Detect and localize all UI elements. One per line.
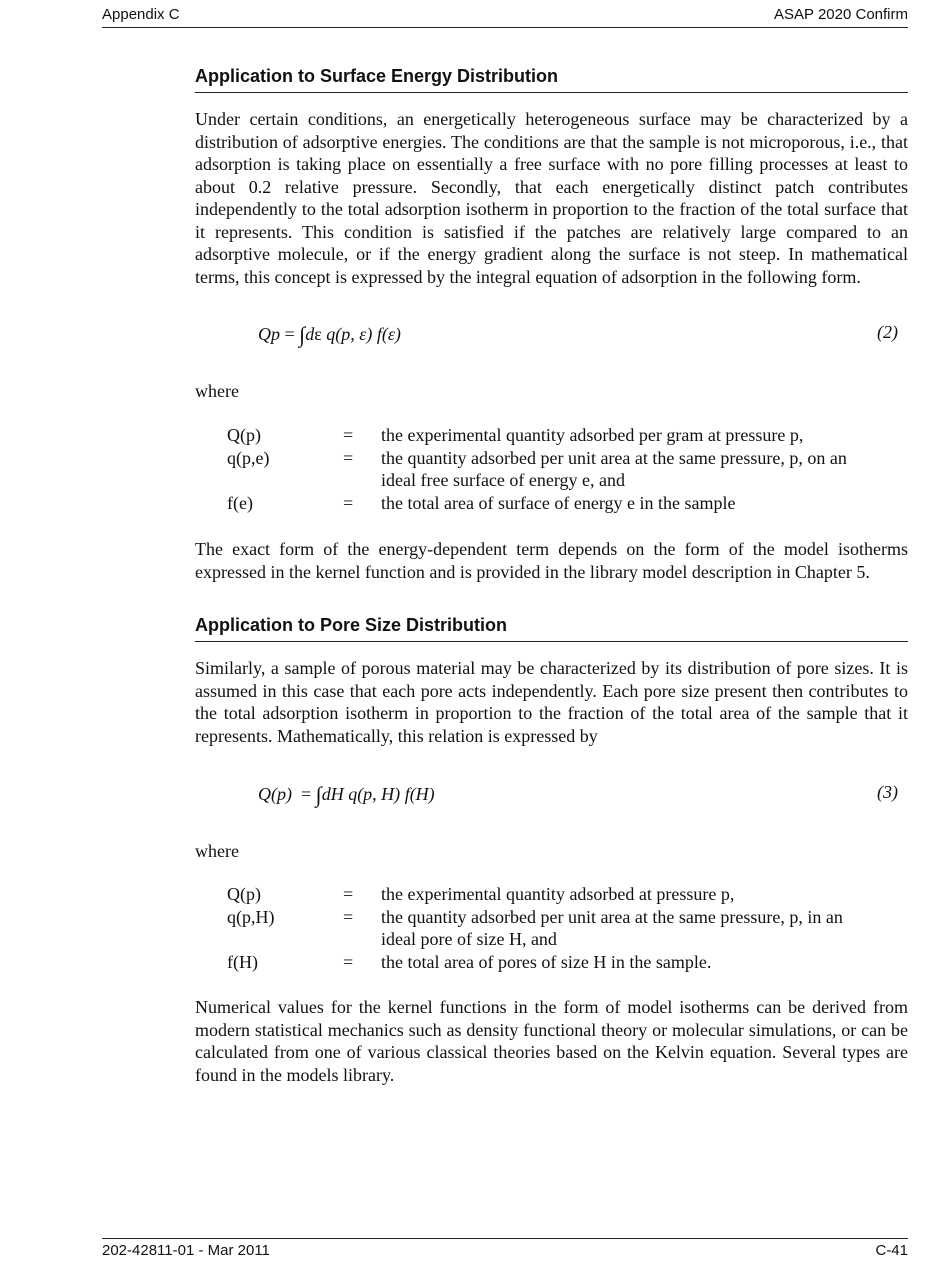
definition-row bbox=[227, 424, 867, 447]
definition-equals: = bbox=[343, 884, 354, 904]
equation-2-equals: = bbox=[284, 324, 295, 344]
definition-row bbox=[227, 447, 867, 492]
definition-term: q(p,H) bbox=[227, 906, 275, 927]
definition-equals: = bbox=[343, 447, 354, 468]
equation-2-epsilon: ε bbox=[314, 324, 322, 344]
heading-surface-energy-distribution: Application to Surface Energy Distribution bbox=[195, 66, 908, 93]
definition-description: the total area of pores of size H in the sample. bbox=[381, 951, 712, 972]
definition-row bbox=[227, 906, 867, 951]
equation-2-differential: d bbox=[305, 324, 315, 344]
definition-description: the experimental quantity adsorbed at pressure p, bbox=[381, 884, 735, 904]
equation-3-lhs: Q(p) bbox=[258, 784, 292, 804]
equation-2-integral-sign: ∫ bbox=[299, 322, 306, 347]
definition-description: the total area of surface of energy e in the sample bbox=[381, 492, 736, 513]
where-label-2: where bbox=[195, 841, 239, 861]
footer-document-number: 202-42811-01 - Mar 2011 bbox=[102, 1242, 270, 1259]
equation-2 bbox=[258, 322, 898, 348]
equation-3-integral-sign: ∫ bbox=[315, 782, 322, 807]
header-product-title: ASAP 2020 Confirm bbox=[774, 6, 908, 23]
definition-equals: = bbox=[343, 951, 354, 972]
equation-2-number: (2) bbox=[877, 322, 898, 342]
heading-pore-size-distribution: Application to Pore Size Distribution bbox=[195, 615, 908, 642]
definition-row bbox=[227, 492, 867, 515]
surface-energy-intro-paragraph: Under certain conditions, an energetically heterogeneous surface may be characterized by a distribution of adsorptive energies. The conditions are that the sample is not microporous, i.e., that adsorption is taking place on essentially a free surface with no pore filling processes at least to about 0.2 relative pressure. Secondly, that each energetically distinct patch contributes independently to the total adsorption isotherm in proportion to the fraction of the total surface that it represents. This condition is satisfied if the patches are relatively large compared to an adsorptive molecule, or if the energy gradient along the surface is not steep. In mathematical terms, this concept is expressed by the integral equation of adsorption in the following form. bbox=[195, 109, 908, 287]
definition-row bbox=[227, 951, 867, 974]
equation-3 bbox=[258, 782, 898, 808]
surface-energy-closing-paragraph: The exact form of the energy-dependent term depends on the form of the model isotherms expressed in the kernel function and is provided in the library model description in Chapter 5. bbox=[195, 539, 908, 582]
equation-2-kernel: q(p, ε) bbox=[326, 324, 373, 344]
equation-3-kernel: q(p, H) bbox=[348, 784, 401, 804]
equation-3-equals: = bbox=[301, 784, 312, 804]
definition-list-2 bbox=[227, 883, 867, 973]
equation-2-expression bbox=[258, 322, 401, 348]
equation-3-differential: dH bbox=[321, 784, 344, 804]
definition-term: q(p,e) bbox=[227, 447, 270, 468]
equation-2-lhs: Qp bbox=[258, 324, 280, 344]
equation-3-distribution: f(H) bbox=[404, 784, 435, 804]
definition-term: f(H) bbox=[227, 951, 258, 972]
definition-description: the quantity adsorbed per unit area at the same pressure, p, on an ideal free surface of energy e, and bbox=[381, 447, 847, 490]
running-header bbox=[102, 4, 908, 28]
definition-equals: = bbox=[343, 425, 354, 445]
definition-list-1 bbox=[227, 424, 867, 514]
equation-3-number: (3) bbox=[877, 782, 898, 802]
definition-term: f(e) bbox=[227, 492, 253, 513]
definition-description: the experimental quantity adsorbed per gram at pressure p, bbox=[381, 425, 804, 445]
equation-2-distribution: f(ε) bbox=[376, 324, 401, 344]
running-footer bbox=[102, 1238, 908, 1261]
pore-size-closing-paragraph: Numerical values for the kernel functions in the form of model isotherms can be derived from modern statistical mechanics such as density functional theory or molecular simulations, or can be calculated from one of various classical theories based on the Kelvin equation. Several types are found in the models library. bbox=[195, 997, 908, 1085]
equation-3-expression bbox=[258, 782, 435, 808]
footer-page-number: C-41 bbox=[875, 1242, 908, 1259]
definition-term: Q(p) bbox=[227, 425, 261, 445]
header-appendix-label: Appendix C bbox=[102, 6, 180, 23]
definition-equals: = bbox=[343, 492, 354, 513]
where-label-1: where bbox=[195, 381, 239, 401]
definition-description: the quantity adsorbed per unit area at the same pressure, p, in an ideal pore of size H, and bbox=[381, 906, 843, 949]
definition-term: Q(p) bbox=[227, 884, 261, 904]
definition-equals: = bbox=[343, 906, 354, 927]
definition-row bbox=[227, 883, 867, 906]
pore-size-intro-paragraph: Similarly, a sample of porous material may be characterized by its distribution of pore sizes. It is assumed in this case that each pore acts independently. Each pore size present then contributes to the total adsorption isotherm in proportion to the fraction of the total area of the sample that it represents. Mathematically, this relation is expressed by bbox=[195, 658, 908, 746]
